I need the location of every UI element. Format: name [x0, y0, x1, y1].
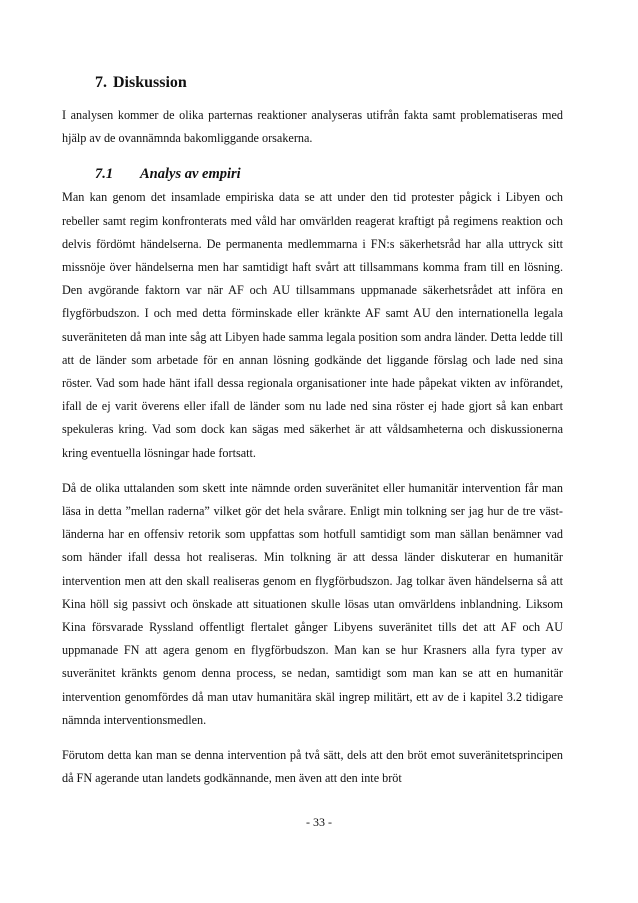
section-heading [95, 72, 563, 94]
section-intro-paragraph: I analysen kommer de olika parternas reaktioner analyseras utifrån fakta samt problematiseras med hjälp av de ovannämnda bakomliggande orsakerna. [62, 108, 563, 146]
section-number: 7. [95, 74, 107, 91]
page-number: - 33 - [306, 815, 332, 829]
body-paragraph-2: Då de olika uttalanden som skett inte nämnde orden suveränitet eller humanitär intervention får man läsa in detta ”mellan raderna” vilket gör det hela svårare. Enligt min tolkning ser jag hur de tre väst-länderna har en offensiv retorik som uppfattas som hotfull samtidigt som man sällan benämner vad som händer ifall dessa hot realiseras. Min tolkning är att dessa länder diskuterar en humanitär intervention men att den skall realiseras genom en flygförbudszon. Jag tolkar även händelserna så att Kina höll sig passivt och önskade att situationen skulle lösas utan omvärldens inblandning. Liksom Kina försvarade Ryssland offentligt flertalet gånger Libyens suveränitet tills det att AF och AU uppmanade FN att agera genom en flygförbudszon. Man kan se hur Krasners alla fyra typer av suveränitet kränkts genom denna process, se nedan, samtidigt som man kan se att en humanitär intervention genomfördes då man utav humanitära skäl ingrep militärt, ett av de i kapitel 3.2 tidigare nämnda interventionsmedlen. [62, 480, 563, 727]
subsection-title: Analys av empiri [140, 166, 241, 183]
subsection-heading [95, 164, 563, 184]
body-paragraph-1: Man kan genom det insamlade empiriska data se att under den tid protester pågick i Libyen och rebeller samt regim konfronterats med våld har omvärlden reagerat kraftigt på regimens reaktion och delvis fördömt händelserna. De permanenta medlemmarna i FN:s säkerhetsråd har alla uttryck sitt missnöje över händelserna men har samtidigt haft svårt att tillsammans komma fram till en lösning. Den avgörande faktorn var när AF och AU tillsammans uppmanade säkerhetsrådet att införa en flygförbudszon. I och med detta förminskade eller kränkte AF samt AU den internationella legala suveräniteten då man inte såg att Libyen hade samma legala position som andra länder. Detta ledde till att de länder som arbetade för en annan lösning godkände det liggande förslag och lade ned sina röster. Vad som hade hänt ifall dessa regionala organisationer inte hade påpekat vikten av införandet, ifall de ej varit överens eller ifall de länder som nu lade ned sina röster ej hade gjort så kan enbart spekuleras kring. Vad som dock kan sägas med säkerhet är att våldsamheterna och diskussionerna kring eventuella lösningar hade fortsatt. [62, 190, 563, 460]
section-title: Diskussion [113, 74, 187, 91]
page-content [62, 72, 563, 802]
body-paragraph-3: Förutom detta kan man se denna intervention på två sätt, dels att den bröt emot suveränitetsprincipen då FN agerande utan landets godkännande, men även att den inte bröt [62, 748, 563, 786]
subsection-number: 7.1 [95, 166, 114, 183]
